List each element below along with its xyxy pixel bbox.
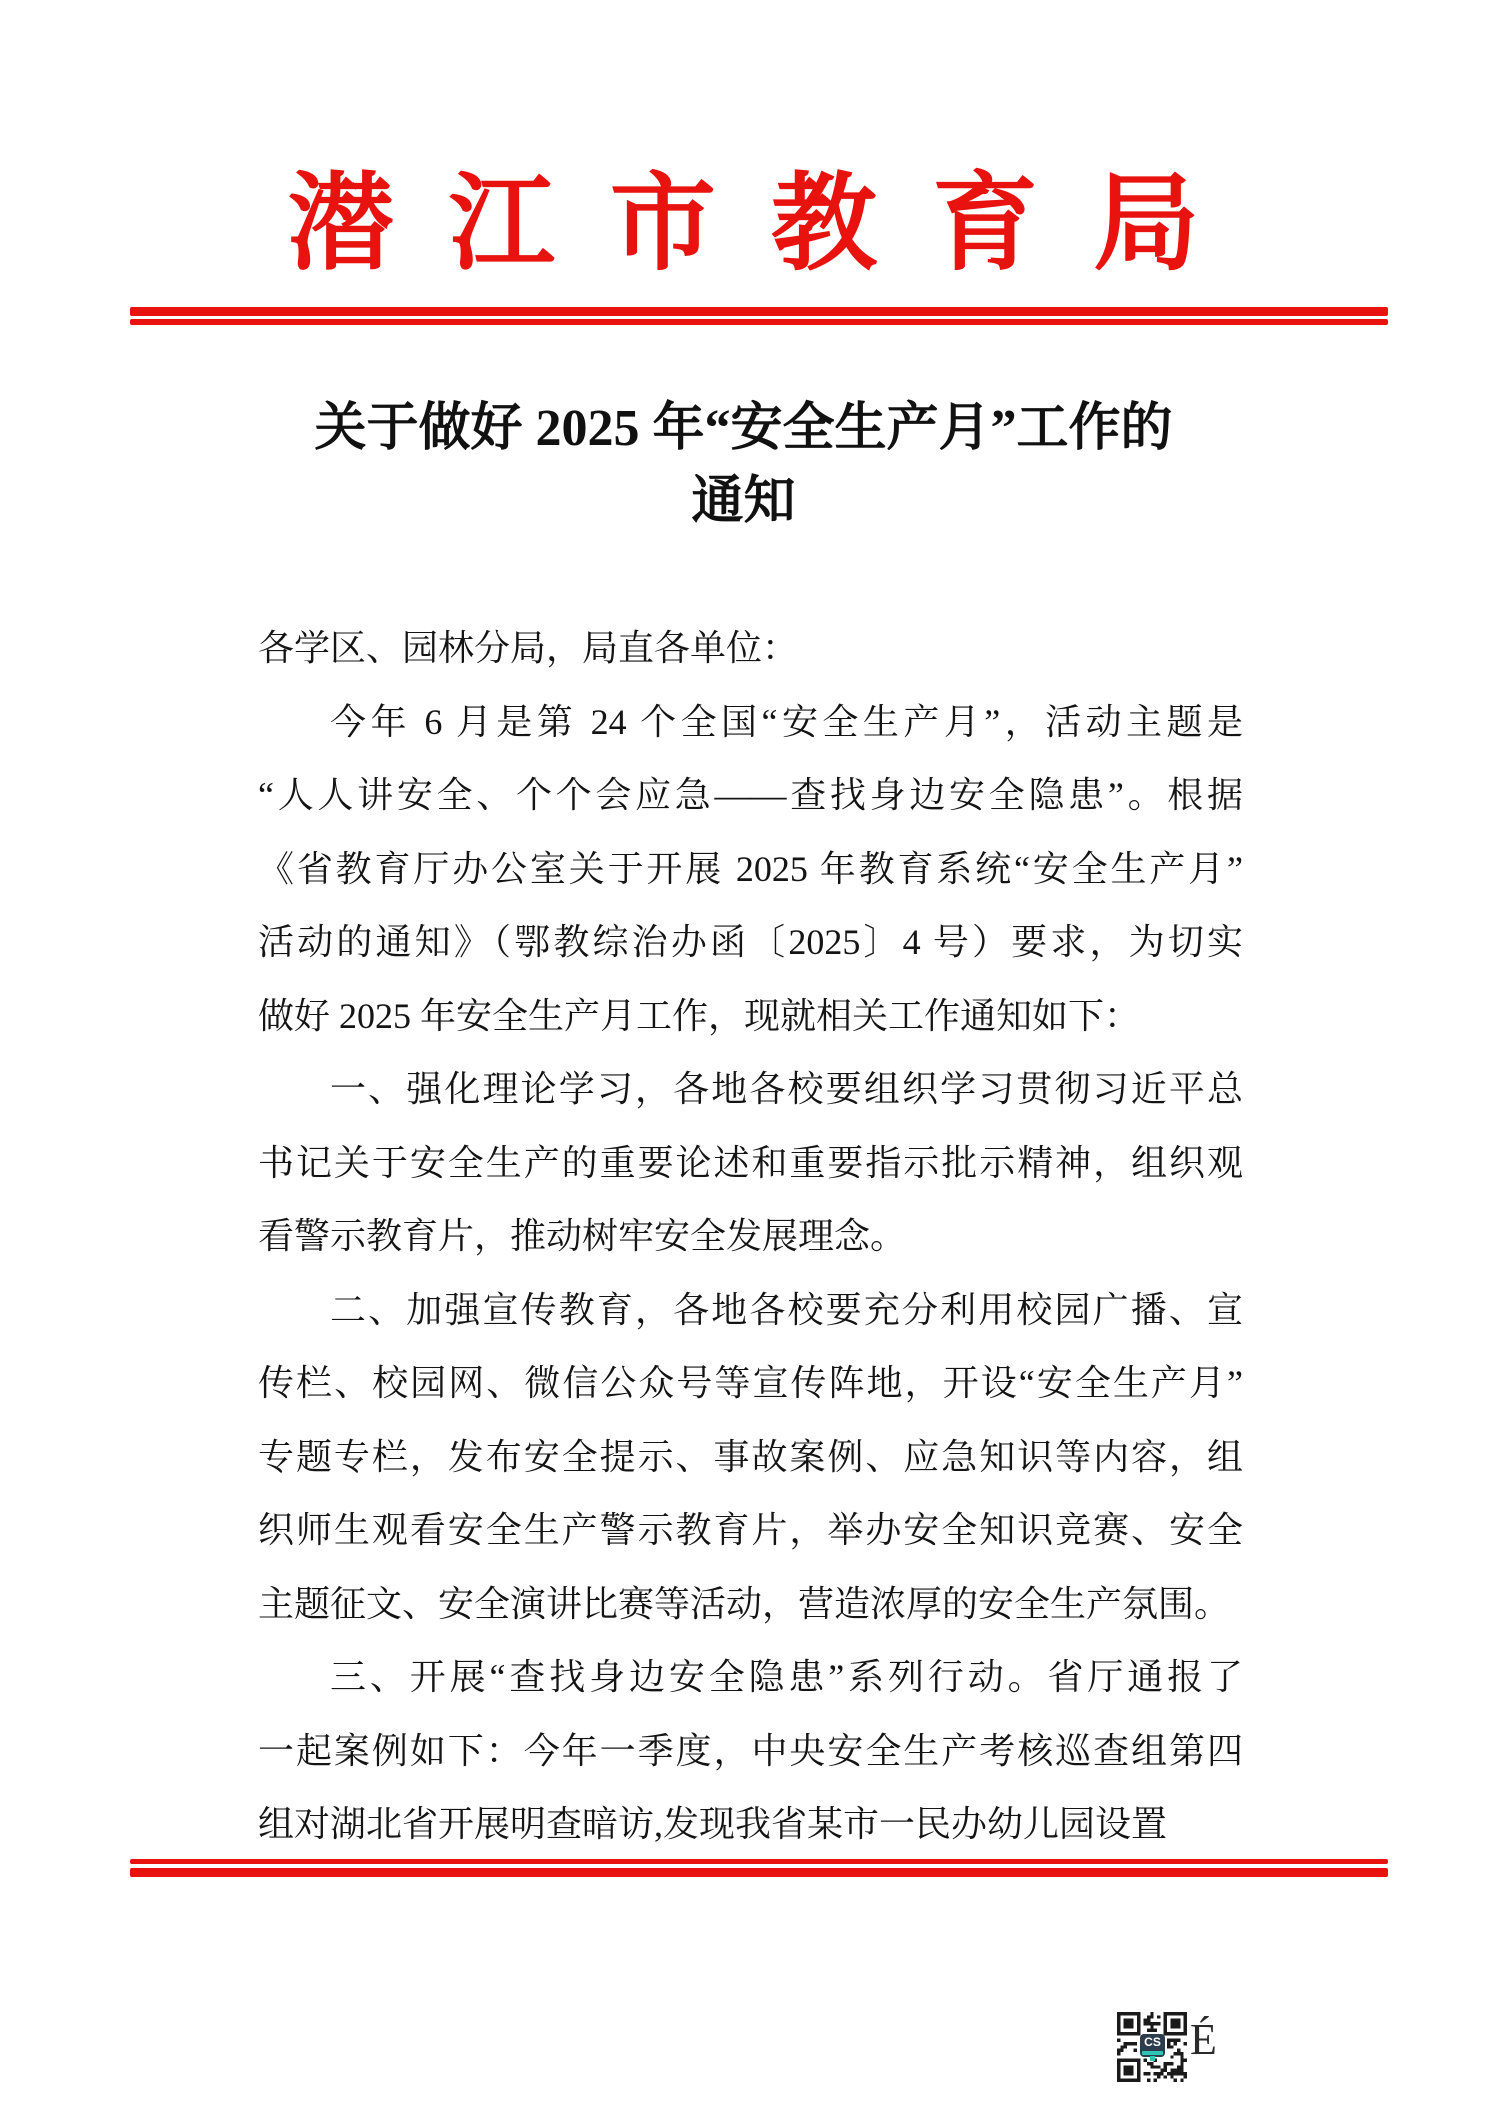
document-title-line2: 通知 xyxy=(691,473,796,530)
letterhead-rule-thin xyxy=(130,319,1388,325)
para-item-3-line-3: 组对湖北省开展明查暗访,发现我省某市一民办幼儿园设置 xyxy=(258,1804,1168,1844)
para-intro-line-4: 活动的通知》（鄂教综治办函〔2025〕4 号）要求，为切实 xyxy=(258,922,1243,962)
para-item-3-line-1: 三、开展“查找身边安全隐患”系列行动。省厅通报了 xyxy=(330,1657,1243,1697)
scanner-logo xyxy=(1140,2034,1165,2057)
document-title xyxy=(0,392,1487,538)
document-body xyxy=(258,612,1243,1862)
para-item-2-line-4: 织师生观看安全生产警示教育片，举办安全知识竞赛、安全 xyxy=(258,1510,1243,1550)
para-item-2-line-1: 二、加强宣传教育，各地各校要充分利用校园广播、宣 xyxy=(330,1289,1243,1330)
salutation-line-1: 各学区、园林分局，局直各单位： xyxy=(258,628,799,668)
para-intro-line-2: “人人讲安全、个个会应急——查找身边安全隐患”。根据 xyxy=(258,775,1243,815)
para-item-3-line-2: 一起案例如下：今年一季度，中央安全生产考核巡查组第四 xyxy=(258,1730,1243,1771)
para-item-1-line-1: 一、强化理论学习，各地各校要组织学习贯彻习近平总 xyxy=(330,1069,1243,1109)
para-item-2-line-3: 专题专栏，发布安全提示、事故案例、应急知识等内容，组 xyxy=(258,1436,1243,1477)
para-item-2-line-5: 主题征文、安全演讲比赛等活动，营造浓厚的安全生产氛围。 xyxy=(258,1583,1231,1624)
footer-rule-thin xyxy=(130,1859,1388,1864)
document-title-line1: 关于做好 2025 年“安全生产月”工作的 xyxy=(314,400,1173,457)
footer-rule-thick xyxy=(130,1868,1388,1877)
para-intro-line-1: 今年 6 月是第 24 个全国“安全生产月”，活动主题是 xyxy=(330,701,1243,742)
qr-code xyxy=(1117,2012,1187,2082)
agency-name: 潜江市教育局 xyxy=(287,166,1255,283)
para-item-2-line-2: 传栏、校园网、微信公众号等宣传阵地，开设“安全生产月” xyxy=(258,1363,1243,1403)
scanner-logo-drip xyxy=(1150,2056,1155,2061)
scanner-logo-bar xyxy=(1142,2051,1163,2055)
scan-artifact-mark: É xyxy=(1190,2015,1217,2064)
letterhead-rule-thick xyxy=(130,307,1388,316)
para-intro-line-3: 《省教育厅办公室关于开展 2025 年教育系统“安全生产月” xyxy=(258,848,1243,889)
para-item-1-line-2: 书记关于安全生产的重要论述和重要指示批示精神，组织观 xyxy=(258,1142,1243,1183)
para-intro-line-5: 做好 2025 年安全生产月工作，现就相关工作通知如下： xyxy=(258,995,1141,1036)
scanner-logo-label: CS xyxy=(1144,2035,1161,2049)
para-item-1-line-3: 看警示教育片，推动树牢安全发展理念。 xyxy=(258,1216,907,1256)
